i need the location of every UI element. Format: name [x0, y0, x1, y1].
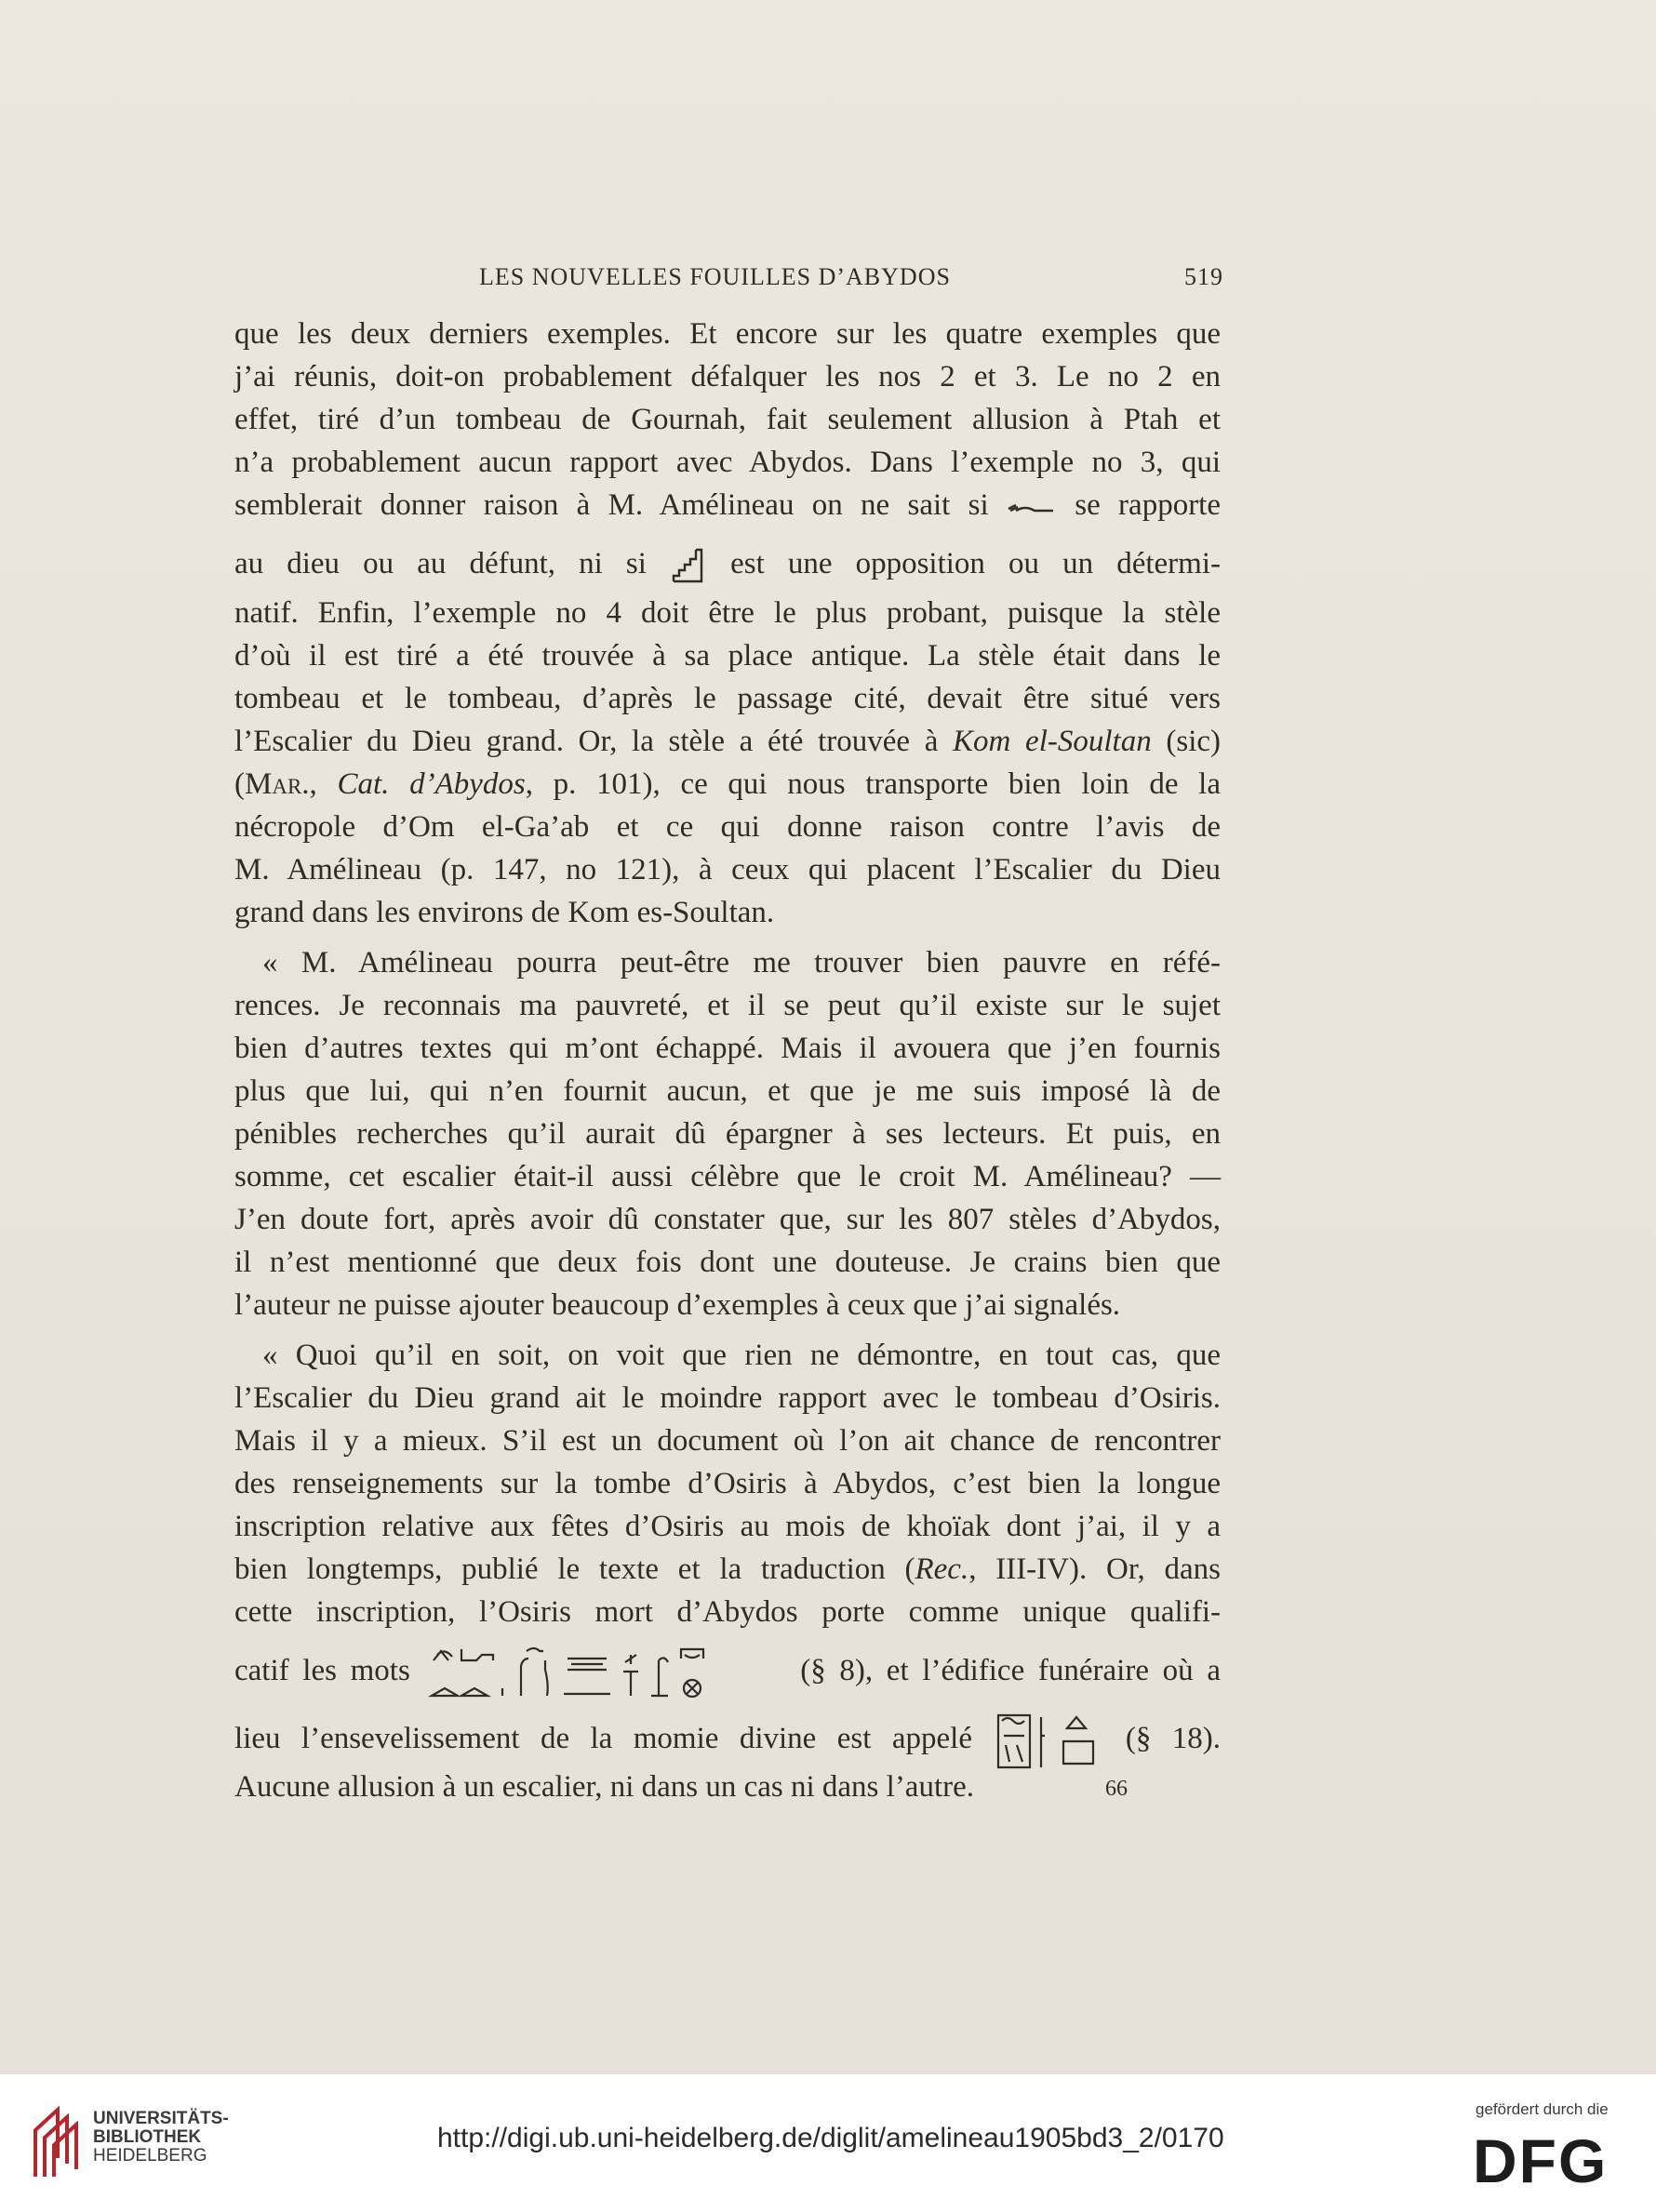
text-line: nécropole d’Om el-Ga’ab et ce qui donne raison contre l’avis de [234, 810, 1221, 844]
dfg-logo: DFG [1473, 2126, 1609, 2195]
text-segment: bien longtemps, publié le texte et la traduction ( [234, 1552, 915, 1586]
text-line: cette inscription, l’Osiris mort d’Abydos porte comme unique qualifi- [234, 1595, 1221, 1629]
permalink-url[interactable]: http://digi.ub.uni-heidelberg.de/diglit/amelineau1905bd3_2/0170 [437, 2123, 1224, 2153]
text-segment: , III-IV). Or, dans [968, 1552, 1221, 1586]
library-line: UNIVERSITÄTS- [93, 2109, 229, 2128]
text-segment: catif les mots [234, 1654, 410, 1687]
text-line: inscription relative aux fêtes d’Osiris au mois de khoïak dont j’ai, il y a [234, 1510, 1221, 1543]
hieroglyph-arm-icon [1007, 498, 1057, 516]
text-line: il n’est mentionné que deux fois dont une douteuse. Je crains bien que [234, 1246, 1221, 1279]
text-line-with-glyph [234, 1633, 1221, 1699]
text-line [234, 763, 1221, 806]
text-line: M. Amélineau (p. 147, no 121), à ceux qui placent l’Escalier du Dieu [234, 853, 1221, 886]
text-line: effet, tiré d’un tombeau de Gournah, fait seulement allusion à Ptah et [234, 403, 1221, 436]
journal-abbrev: Rec. [915, 1552, 969, 1586]
text-line-with-glyph [234, 1699, 1221, 1766]
text-line: natif. Enfin, l’exemple no 4 doit être le plus probant, puisque la stèle [234, 596, 1221, 630]
text-line-with-glyph [234, 484, 1221, 526]
hieroglyph-group-icon [424, 1642, 787, 1703]
text-segment: (Mar., [234, 767, 317, 801]
text-line-with-glyph [234, 526, 1221, 592]
page-number: 519 [1184, 263, 1223, 290]
footer-bar [0, 2074, 1656, 2212]
text-line: l’auteur ne puisse ajouter beaucoup d’exemples à ceux que j’ai signalés. [234, 1288, 1121, 1322]
text-line: J’en doute fort, après avoir dû constater que, sur les 807 stèles d’Abydos, [234, 1203, 1221, 1236]
funding-label: gefördert durch die [1476, 2100, 1609, 2118]
text-line: bien d’autres textes qui m’ont échappé. Mais il avouera que j’en fournis [234, 1032, 1221, 1065]
text-line: plus que lui, qui n’en fournit aucun, et que je me suis imposé là de [234, 1074, 1221, 1108]
text-segment: au dieu ou au défunt, ni si [234, 547, 647, 580]
text-line: grand dans les environs de Kom es-Soultan. [234, 896, 775, 929]
text-line: « Quoi qu’il en soit, on voit que rien ne démontre, en tout cas, que [262, 1339, 1221, 1372]
text-segment: semblerait donner raison à M. Amélineau on ne sait si [234, 488, 989, 522]
text-line [234, 720, 1221, 763]
text-segment: , p. 101), ce qui nous transporte bien loin de la [525, 767, 1221, 801]
place-name: Kom el-Soultan [953, 725, 1152, 758]
text-segment: (sic) [1166, 725, 1222, 758]
running-title: LES NOUVELLES FOUILLES D’ABYDOS [479, 263, 951, 290]
text-line: des renseignements sur la tombe d’Osiris à Abydos, c’est bien la longue [234, 1467, 1221, 1500]
text-line: « M. Amélineau pourra peut-être me trouver bien pauvre en réfé- [262, 946, 1221, 979]
text-segment: l’Escalier du Dieu grand. Or, la stèle a été trouvée à [234, 725, 939, 758]
text-segment: est une opposition ou un détermi- [730, 547, 1221, 580]
text-line: d’où il est tiré a été trouvée à sa place antique. La stèle était dans le [234, 639, 1221, 673]
text-line: rences. Je reconnais ma pauvreté, et il se peut qu’il existe sur le sujet [234, 989, 1221, 1022]
library-line: BIBLIOTHEK [93, 2127, 202, 2147]
text-line: Aucune allusion à un escalier, ni dans un cas ni dans l’autre. [234, 1770, 975, 1804]
text-line: somme, cet escalier était-il aussi célèbre que le croit M. Amélineau? — [234, 1160, 1221, 1193]
text-segment: (§ 8), et l’édifice funéraire où a [800, 1654, 1221, 1687]
text-line: pénibles recherches qu’il aurait dû épargner à ses lecteurs. Et puis, en [234, 1117, 1221, 1151]
text-segment: lieu l’ensevelissement de la momie divine est appelé [234, 1722, 972, 1755]
text-line: l’Escalier du Dieu grand ait le moindre rapport avec le tombeau d’Osiris. [234, 1381, 1221, 1415]
text-segment: (§ 18). [1125, 1722, 1222, 1755]
signature-mark: 66 [1105, 1777, 1128, 1801]
text-line: Mais il y a mieux. S’il est un document où l’on ait chance de rencontrer [234, 1424, 1221, 1458]
body-text [234, 313, 1221, 1808]
text-line: tombeau et le tombeau, d’après le passage cité, devait être situé vers [234, 682, 1221, 715]
text-line: n’a probablement aucun rapport avec Abydos. Dans l’exemple no 3, qui [234, 446, 1221, 479]
text-line: que les deux derniers exemples. Et encore sur les quatre exemples que [234, 317, 1221, 351]
hieroglyph-staircase-icon [670, 544, 707, 587]
library-name [93, 2110, 229, 2165]
library-line: HEIDELBERG [93, 2146, 207, 2165]
catalog-title: Cat. d’Abydos [337, 767, 526, 801]
library-logo-icon [26, 2102, 86, 2180]
text-line [234, 1548, 1221, 1591]
running-head [233, 263, 1223, 300]
text-line: j’ai réunis, doit-on probablement défalquer les nos 2 et 3. Le no 2 en [234, 360, 1221, 393]
hieroglyph-tomb-icon [993, 1708, 1104, 1773]
text-segment: se rapporte [1075, 488, 1221, 522]
